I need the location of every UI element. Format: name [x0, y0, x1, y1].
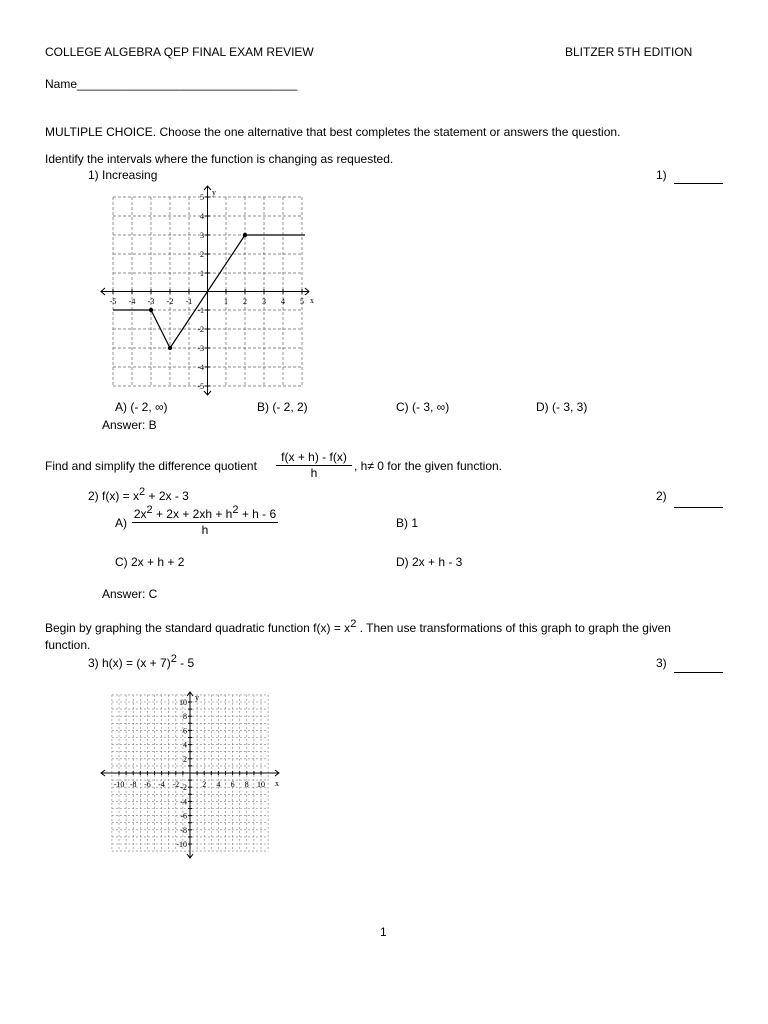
y-tick-label: -8	[180, 825, 187, 835]
edition-label: BLITZER 5TH EDITION	[565, 45, 693, 59]
answer-1: Answer: B	[102, 418, 157, 432]
x-tick-label: 5	[300, 297, 304, 306]
x-axis-label: x	[275, 779, 279, 788]
answer-2: Answer: C	[102, 587, 158, 601]
choice-1d[interactable]: D) (- 3, 3)	[536, 400, 588, 414]
x-tick-label: 3	[262, 297, 266, 306]
name-line: Name_________________________________	[45, 77, 298, 91]
y-tick-label: 4	[183, 740, 187, 750]
y-axis-label: y	[212, 188, 216, 197]
difference-quotient	[276, 451, 352, 480]
y-tick-label: 3	[200, 231, 204, 240]
section1-prompt: Identify the intervals where the function is changing as requested.	[45, 152, 394, 166]
question-2-exponent: 2	[139, 486, 146, 498]
difference-quotient-numerator: f(x + h) - f(x)	[276, 451, 352, 466]
answer-blank-3[interactable]	[674, 672, 723, 673]
x-tick-label: 6	[230, 780, 235, 789]
question-3-number: 3)	[656, 656, 667, 670]
choice-2d[interactable]: D) 2x + h - 3	[396, 555, 463, 569]
y-tick-label: -6	[180, 811, 187, 821]
answer-blank-1[interactable]	[674, 183, 723, 184]
answer-blank-2[interactable]	[674, 507, 723, 508]
y-tick-label: -3	[197, 344, 204, 353]
y-tick-label: 1	[200, 269, 204, 278]
x-tick-label: 1	[224, 297, 228, 306]
exam-title: COLLEGE ALGEBRA QEP FINAL EXAM REVIEW	[45, 45, 314, 59]
y-tick-label: -2	[180, 783, 187, 793]
y-tick-label: -1	[197, 306, 204, 315]
section3-prompt: Begin by graphing the standard quadratic function $f(x) = x^2$ . Then use transformations of this graph to graph the given	[45, 618, 671, 635]
question-2-suffix: + 2x - 3	[148, 489, 189, 503]
instructions: MULTIPLE CHOICE. Choose the one alternative that best completes the statement or answers the question.	[45, 125, 621, 139]
choice-2a-label[interactable]: A)	[115, 516, 127, 530]
y-tick-label: -4	[197, 363, 204, 372]
x-tick-label: -6	[144, 780, 151, 789]
question-3-prefix: 3) h(x) = (x + 7)	[88, 656, 171, 670]
question-2-number: 2)	[656, 489, 667, 503]
graph-question-1	[95, 183, 320, 398]
y-tick-label: 5	[200, 193, 204, 202]
choice-1c[interactable]: C) (- 3, ∞)	[396, 400, 450, 414]
x-tick-label: -2	[166, 297, 174, 306]
choice-1b[interactable]: B) (- 2, 2)	[257, 400, 308, 414]
page-number: 1	[380, 925, 387, 939]
x-tick-label: 4	[216, 780, 221, 789]
x-tick-label: -8	[129, 780, 137, 789]
section2-prompt-end: , h≠ 0 for the given function.	[354, 459, 503, 473]
x-tick-label: 10	[257, 780, 265, 789]
x-tick-label: 2	[243, 297, 247, 306]
x-tick-label: -5	[109, 297, 117, 306]
choice-2a-fraction[interactable]	[132, 504, 278, 537]
question-3	[88, 653, 195, 670]
y-tick-label: 6	[183, 726, 187, 736]
choice-2a-numerator: $2x^2 + 2x + 2xh + h^2 + h - 6$	[133, 504, 277, 521]
x-tick-label: 8	[244, 780, 249, 789]
question-1: 1) Increasing	[88, 168, 158, 182]
question-3-suffix: - 5	[180, 656, 195, 670]
choice-2b[interactable]: B) 1	[396, 516, 419, 530]
y-tick-label: -4	[180, 797, 187, 807]
section2-prompt: Find and simplify the difference quotient	[45, 459, 257, 473]
graph-question-3	[99, 690, 284, 860]
choice-1a[interactable]: A) (- 2, ∞)	[115, 400, 168, 414]
y-tick-label: -2	[197, 325, 204, 334]
y-tick-label: 2	[183, 754, 187, 764]
point	[168, 346, 172, 350]
section3-prompt-line2: function.	[45, 638, 91, 652]
choice-2a-denominator: h	[201, 523, 209, 537]
y-tick-label: 2	[200, 250, 204, 259]
choice-2c[interactable]: C) 2x + h + 2	[115, 555, 185, 569]
point	[149, 308, 153, 312]
question-2	[88, 486, 189, 503]
question-1-number: 1)	[656, 168, 667, 182]
x-tick-label: -3	[147, 297, 155, 306]
question-2-prefix: 2) f(x) = x	[88, 489, 140, 503]
y-axis-label: y	[195, 693, 199, 702]
x-tick-label: -4	[128, 297, 136, 306]
point	[243, 233, 247, 237]
difference-quotient-denominator: h	[310, 466, 318, 480]
x-tick-label: 4	[281, 297, 285, 306]
y-tick-label: 10	[179, 698, 187, 707]
x-tick-label: -2	[172, 780, 180, 789]
x-tick-label: 2	[202, 780, 207, 789]
y-tick-label: 8	[183, 712, 187, 722]
y-tick-label: 4	[200, 212, 204, 221]
axes-q3	[101, 692, 279, 858]
y-tick-label: -5	[197, 382, 204, 391]
y-tick-label: -10	[176, 840, 187, 849]
x-tick-label: -10	[113, 780, 125, 789]
x-tick-label: -1	[185, 297, 193, 306]
x-tick-label: -4	[158, 780, 165, 789]
x-axis-label: x	[310, 296, 314, 305]
question-3-exponent: 2	[170, 653, 177, 665]
